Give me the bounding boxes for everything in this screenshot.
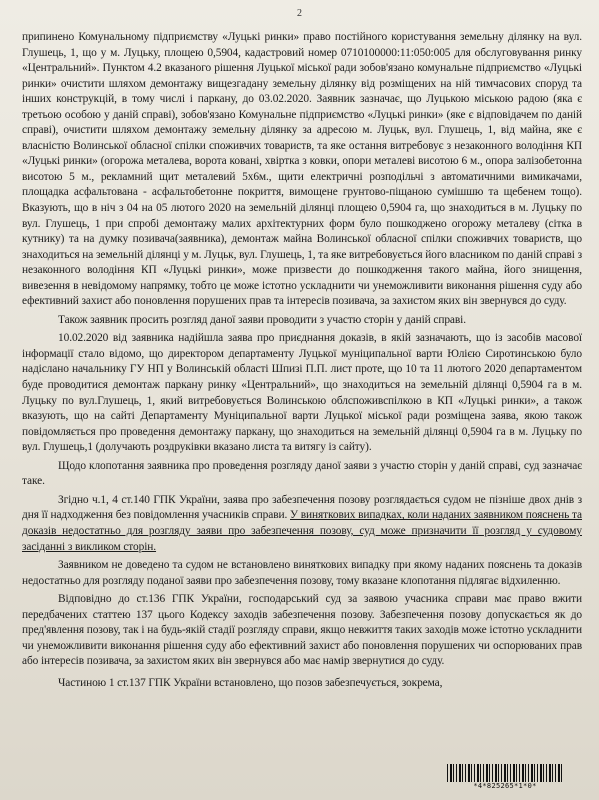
underlined-text: У виняткових випадках, коли наданих заявником пояснень та доказів недостатньо для розгляду заяви про забезпечення позову, суд може призначити її розгляд у судовому засіданні з викликом сторін.	[22, 509, 583, 553]
paragraph-7: Відповідно до ст.136 ГПК України, господарський суд за заявою учасника справи має право вжити передбачених статтею 137 цього Кодексу заходів забезпечення позову. Забезпечення позову допускається як до пред'явлення позову, так і на будь-якій стадії розгляду справи, якщо невжиття таких заходів може істотно ускладнити чи унеможливити виконання рішення суду або ефективний захист або поновлення порушених чи оспорюваних прав або інтересів позивача, за захистом яких він звернувся або має намір звернутися до суду.	[22, 593, 582, 668]
document-body	[22, 30, 582, 694]
paragraph-6: Заявником не доведено та судом не встановлено виняткових випадку при якому наданих пояснень та доказів недостатньо для розгляду поданої заяви про забезпечення позову, тому вказане клопотання підлягає відхиленню.	[22, 559, 582, 587]
paragraph-4: Щодо клопотання заявника про проведення розгляду даної заяви з участю сторін у даній справі, суд зазначає таке.	[22, 459, 582, 488]
barcode-number: *4*825265*1*0*	[473, 782, 537, 790]
page-number: 2	[297, 8, 302, 19]
paragraph-2: Також заявник просить розгляд даної заяви проводити з участю сторін у даній справі.	[58, 313, 466, 326]
paragraph-5	[22, 493, 582, 555]
paragraph-1: припинено Комунальному підприємству «Луцькі ринки» право постійного користування земельну ділянку на вул. Глушець, 1, що у м. Луцьку, площею 0,5904, кадастровий номер 0710100000:11:050:005 для обслуговування ринку «Центральний». Пунктом 4.2 вказаного рішення Луцької міської ради зобов'язано комунальне підприємство «Луцькі ринки» очистити шляхом демонтажу вищезгадану земельну ділянку від розміщених на ній тимчасових споруд та інших конструкцій, в тому числі і паркану, до 03.02.2020. Заявник зазначає, що Луцькою міською радою (яка є третьою особою у даній справі), зобов'язано Комунальне підприємство «Луцькі ринки» (яке є відповідачем по даній справі), очистити шляхом демонтажу земельну ділянку за адресою м. Луцьк, вул. Глушець, 1, від майна, яке є власністю Волинської обласної спілки споживчих товариств, та яке остання витребовує з незаконного володіння КП «Луцькі ринки» (огорожа металева, ворота ковані, хвіртка з ковки, опори металеві висотою 6 м., опора залізобетонна висотою 5 м., рекламний щит металевий 5х6м., щити електричні розподільчі з автоматичними вимикачами, площадка асфальтована - асфальтобетонне покриття, вимощене грунтово-піщаною сумішшю та щебенем тощо). Вказують, що в ніч з 04 на 05 лютого 2020 на земельній ділянці площею 0,5904 га, що знаходиться в м. Луцьку по вул. Глушець, 1 при спробі демонтажу малих архітектурних форм було пошкоджено огорожу металеву (сітка в кутнику) та на думку позивача(заявника), демонтаж майна Волинської обласної спілки споживчих товариств, що знаходиться на земельній ділянці у м. Луцьк, вул. Глушець, 1, та яке витребовується його власником по даній справі з незаконного володіння КП «Луцькі ринки», може призвести до пошкодження такого майна, його знищення, вивезення в невідомому напрямку, тобто це може істотно ускладнити чи унеможливити виконання рішення суду або ефективний захист або поновлення порушених прав та інтересів позивача, за захистом яких він звернувся до суду.	[22, 31, 582, 308]
paragraph-8: Частиною 1 ст.137 ГПК України встановлено, що позов забезпечується, зокрема,	[58, 676, 443, 689]
paragraph-3: 10.02.2020 від заявника надійшла заява про приєднання доказів, в якій зазначають, що із засобів масової інформації стало відомо, що директором департаменту Луцької муніципальної варти Юлією Сиротинською було надіслано начальнику ГУ НП у Волинській області Шпизі П.П. лист проте, що 10 та 11 лютого 2020 департаментом буде проводитися демонтаж паркану ринку «Центральний», що знаходиться на земельній ділянці 0,5904 га в м. Луцьку по вул.Глушець, 1, який витребовується Волинською облспоживспілкою в КП «Луцькі ринки», а також вказують, що на сайті Департаменту Муніципальної варти Луцької міської ради розміщена заява, якою також повідомляється про проведення демонтажу паркану, що знаходиться на земельній ділянці 0,5904 га в м. Луцьку по вул. Глушець,1 (долучають роздруківки вказано листа та витягу із сайту).	[22, 332, 582, 454]
barcode	[447, 764, 563, 790]
barcode-bars	[447, 764, 563, 782]
paragraph-5-text: Згідно ч.1, 4 ст.140 ГПК України, заява про забезпечення позову розглядається судом не пізніше двох днів з дня її надходження без повідомлення учасників справи.	[22, 493, 582, 522]
